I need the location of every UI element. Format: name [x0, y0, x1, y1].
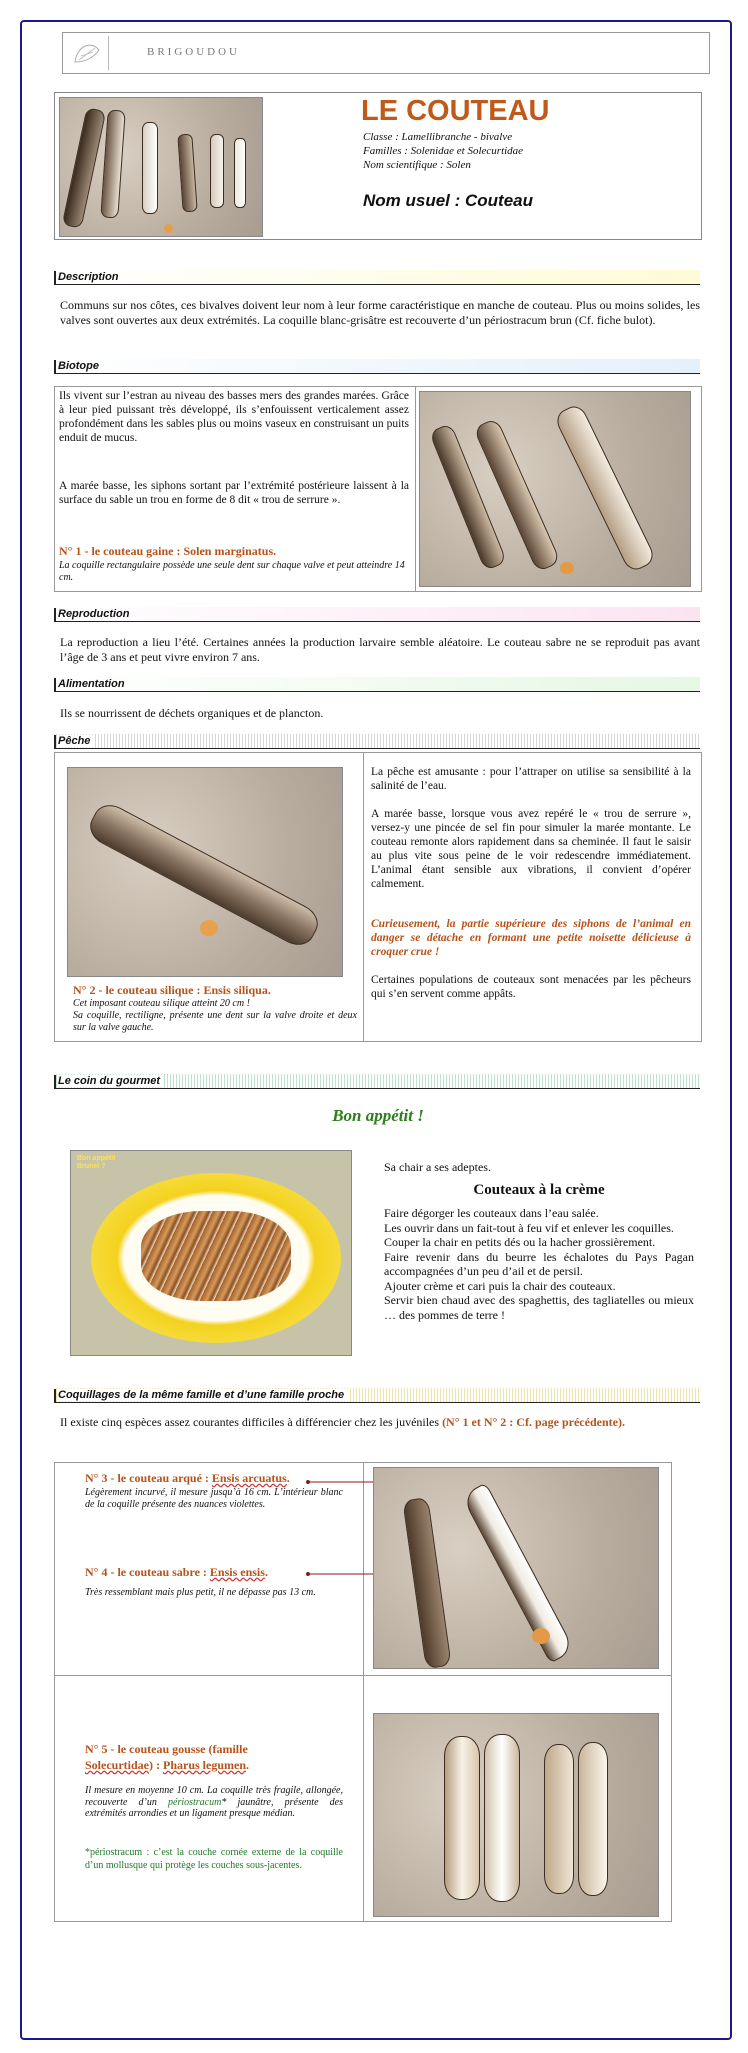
bon-appetit: Bon appétit !: [332, 1106, 424, 1125]
section-peche: [54, 734, 700, 749]
peche-divider: [363, 753, 364, 1041]
familles-line: Familles : Solenidae et Solecurtidae: [363, 145, 524, 157]
description-heading: Description: [58, 271, 119, 283]
biotope-photo: [419, 391, 691, 587]
n5-caption-b: * jaunâtre, présente des extrémités arrondies et un ligament presque médian.: [85, 1796, 343, 1819]
peche-species-title: N° 2 - le couteau silique : Ensis siliqua.: [73, 983, 271, 997]
alimentation-heading: Alimentation: [58, 678, 125, 690]
section-alimentation: [54, 677, 700, 692]
hero-shells-photo: [59, 97, 263, 237]
page-title: LE COUTEAU: [361, 95, 550, 127]
n3-n4-photo: [373, 1467, 659, 1669]
gourmet-plate-photo: [70, 1150, 352, 1356]
biotope-p2: A marée basse, les siphons sortant par l’extrémité postérieure laissent à la surface du sable un trou en forme de 8 dit « trou de serrure ».: [59, 480, 409, 506]
section-reproduction: [54, 607, 700, 622]
peche-p2: A marée basse, lorsque vous avez repéré le « trou de serrure », versez-y une pincée de sel fin pour simuler la marée montante. Le couteau remonte alors rapidement dans sa cheminée. Il faut le saisir au plus vite sous peine de le voir redescendre immédiatement. L’animal étant sensible aux vibrations, il convient d’opérer calmement.: [371, 808, 691, 890]
n5-footnote: *périostracum : c’est la couche cornée externe de la coquille d’un mollusque qui protège les couches sous-jacentes.: [85, 1847, 343, 1871]
brand-logo: [69, 36, 109, 70]
page-frame: [20, 20, 732, 2040]
peche-caption-1: Cet imposant couteau silique atteint 20 cm !: [73, 998, 250, 1009]
n5-name: Pharus legumen: [163, 1758, 247, 1772]
peche-p1: La pêche est amusante : pour l’attraper on utilise sa sensibilité à la salinité de l’eau.: [371, 766, 691, 792]
reproduction-text: La reproduction a lieu l’été. Certaines années la production larvaire semble aléatoire. Le couteau sabre ne se reproduit pas avant l’âge de 3 ans et peut vivre environ 7 ans.: [60, 635, 700, 664]
n3-caption: Légèrement incurvé, il mesure jusqu’à 16 cm. L’intérieur blanc de la coquille présente des nuances violettes.: [85, 1487, 343, 1510]
brand-name: BRIGOUDOU: [147, 46, 240, 58]
n5-caption: [85, 1785, 343, 1820]
n3-name: Ensis arcuatus: [211, 1471, 287, 1485]
n4-title: N° 4 - le couteau sabre : Ensis ensis.: [85, 1565, 268, 1579]
section-famille: [54, 1388, 700, 1403]
n5-family: Solecurtidae: [85, 1758, 149, 1772]
nom-scientifique-line: Nom scientifique : Solen: [363, 159, 471, 171]
recipe-step: Ajouter crème et cari puis la chair des couteaux.: [384, 1278, 616, 1293]
n5-title: N° 5 - le couteau gousse (famille Solecurtidae) : Pharus legumen.: [85, 1742, 250, 1772]
peche-p3: Curieusement, la partie supérieure des siphons de l’animal en danger se détache en formant une petite noisette délicieuse à croquer crue !: [371, 918, 691, 958]
n5-caption-link: périostracum: [168, 1796, 222, 1808]
famille-intro-ref: (N° 1 et N° 2 : Cf. page précédente).: [442, 1415, 625, 1429]
biotope-divider: [415, 387, 416, 591]
n4-name: Ensis ensis: [209, 1565, 265, 1579]
nom-usuel: Nom usuel : Couteau: [363, 191, 534, 210]
n5-photo: [373, 1713, 659, 1917]
alimentation-text: Ils se nourrissent de déchets organiques et de plancton.: [60, 706, 324, 720]
biotope-species-caption: La coquille rectangulaire possède une seule dent sur chaque valve et peut atteindre 14 cm.: [59, 560, 405, 583]
reproduction-heading: Reproduction: [58, 608, 130, 620]
title-block: [54, 92, 702, 240]
description-text: Communs sur nos côtes, ces bivalves doivent leur nom à leur forme caractéristique en manche de couteau. Plus ou moins solides, les valves sont ouvertes aux deux extrémités. La coquille blanc-grisâtre est recouverte d’un périostracum brun (Cf. fiche bulot).: [60, 298, 700, 327]
famille-hdivider: [55, 1675, 671, 1676]
recipe-step: Les ouvrir dans un fait-tout à feu vif et enlever les coquilles.: [384, 1220, 674, 1235]
recipe-title: Couteaux à la crème: [473, 1182, 605, 1198]
biotope-box: [54, 386, 702, 592]
peche-caption-2: Sa coquille, rectiligne, présente une dent sur la valve droite et deux sur la valve gauche.: [73, 1010, 357, 1033]
n5-caption-a: Il mesure en moyenne 10 cm. La coquille très fragile, allongée, recouverte d’un: [85, 1785, 343, 1808]
recipe-step: Faire revenir dans du beurre les échalotes du Pays Pagan accompagnées d’un peu d’ail et de persil.: [384, 1249, 694, 1278]
n4-caption: Très ressemblant mais plus petit, il ne dépasse pas 13 cm.: [85, 1587, 316, 1598]
gourmet-heading: Le coin du gourmet: [58, 1075, 164, 1087]
n4-prefix: N° 4 - le couteau sabre :: [85, 1565, 210, 1579]
n5-prefix: N° 5 - le couteau gousse (famille: [85, 1742, 248, 1756]
recipe-step: Faire dégorger les couteaux dans l’eau salée.: [384, 1206, 599, 1220]
recipe-steps: [384, 1206, 694, 1322]
section-description: [54, 270, 700, 285]
recipe-step: Couper la chair en petits dés ou la hacher grossièrement.: [384, 1235, 656, 1249]
brand-bar: [62, 32, 710, 74]
recipe-step: Servir bien chaud avec des spaghettis, des tagliatelles ou mieux … des pommes de terre !: [384, 1293, 694, 1322]
section-gourmet: [54, 1074, 700, 1089]
famille-table: [54, 1462, 672, 1922]
peche-box: [54, 752, 702, 1042]
famille-intro: [60, 1414, 700, 1431]
peche-heading: Pêche: [58, 735, 94, 747]
n3-title: N° 3 - le couteau arqué : Ensis arcuatus.: [85, 1471, 290, 1485]
section-biotope: [54, 359, 700, 374]
plate-label: Bon appétit Brunel ?: [77, 1155, 116, 1170]
biotope-species-title: N° 1 - le couteau gaine : Solen marginatus.: [59, 544, 277, 558]
famille-intro-text: Il existe cinq espèces assez courantes difficiles à différencier chez les juvéniles: [60, 1415, 440, 1429]
famille-vdivider: [363, 1463, 364, 1921]
biotope-p1: Ils vivent sur l’estran au niveau des basses mers des grandes marées. Grâce à leur pied puissant très développé, ils s’enfouissent verticalement assez profondément dans les sables plus ou moins vaseux en construisant un puits enduit de mucus.: [59, 390, 409, 444]
n3-prefix: N° 3 - le couteau arqué :: [85, 1471, 212, 1485]
peche-photo: [67, 767, 343, 977]
n5-mid: ) :: [149, 1758, 163, 1772]
famille-heading: Coquillages de la même famille et d’une famille proche: [58, 1389, 348, 1401]
gourmet-intro: Sa chair a ses adeptes.: [384, 1160, 491, 1174]
peche-p4: Certaines populations de couteaux sont menacées par les pêcheurs qui s’en servent comme appâts.: [371, 974, 691, 1000]
classe-line: Classe : Lamellibranche - bivalve: [363, 131, 513, 143]
biotope-heading: Biotope: [58, 360, 99, 372]
